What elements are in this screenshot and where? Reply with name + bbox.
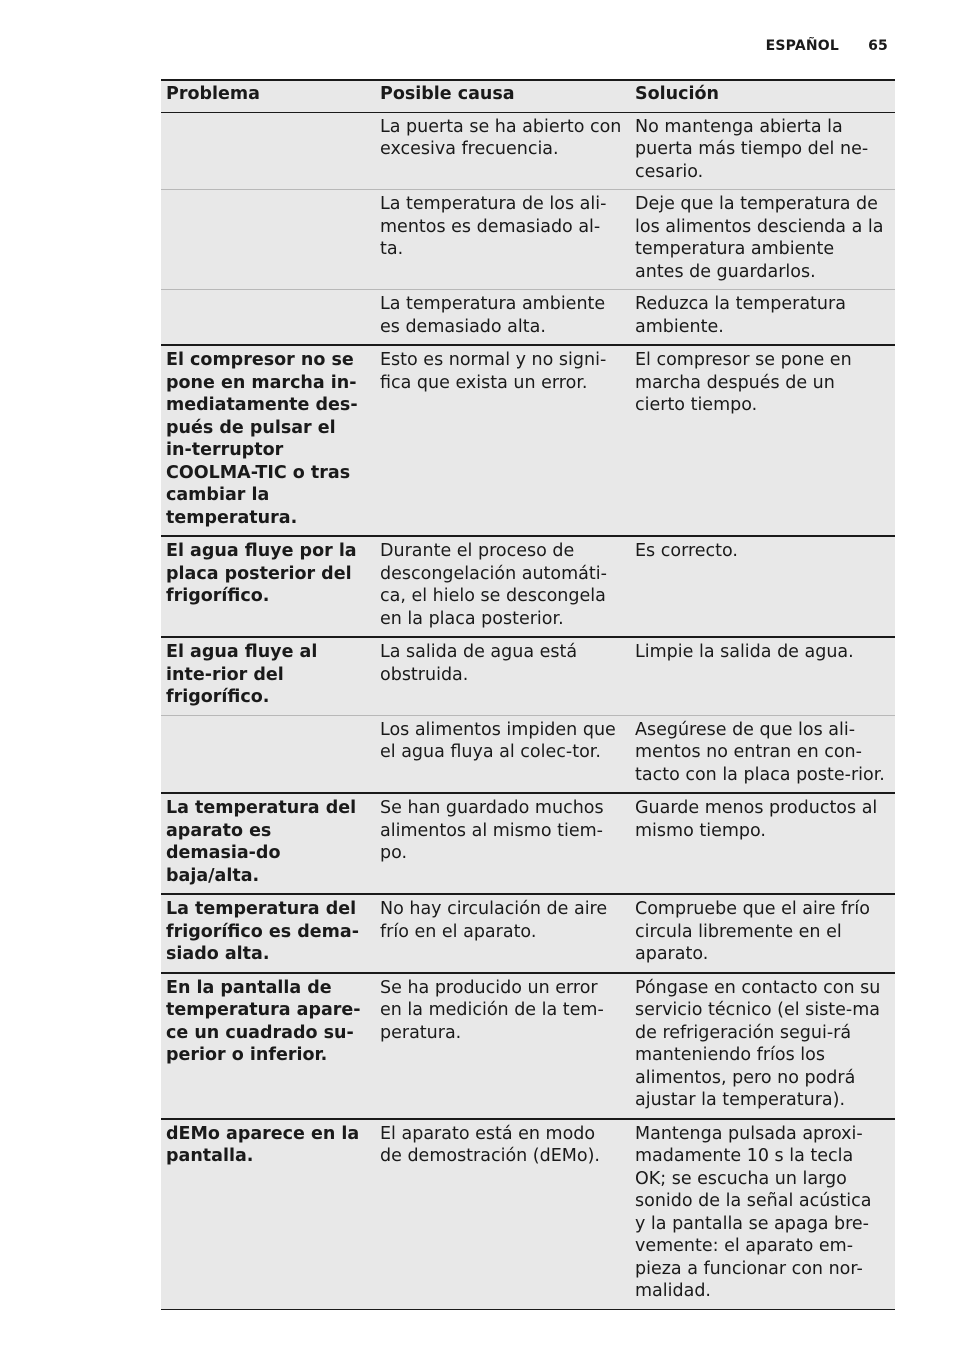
page-number: 65 (868, 38, 888, 54)
table-row (161, 1119, 895, 1310)
cause-cell: La temperatura de los ali-mentos es demasiado al-ta. (375, 190, 630, 290)
problem-cell: La temperatura del aparato es demasia-do baja/alta. (161, 793, 375, 894)
solution-cell: El compresor se pone en marcha después de un cierto tiempo. (630, 345, 895, 536)
solution-cell: Compruebe que el aire frío circula libremente en el aparato. (630, 894, 895, 973)
problem-cell: dEMo aparece en la pantalla. (161, 1119, 375, 1310)
language-label: ESPAÑOL (765, 38, 840, 54)
cause-cell: Se ha producido un error en la medición de la tem-peratura. (375, 973, 630, 1119)
table-row (161, 345, 895, 536)
solution-cell: Guarde menos productos al mismo tiempo. (630, 793, 895, 894)
cause-cell: El aparato está en modo de demostración (dEMo). (375, 1119, 630, 1310)
solution-cell: Limpie la salida de agua. (630, 637, 895, 715)
cause-cell: Se han guardado muchos alimentos al mismo tiem-po. (375, 793, 630, 894)
table-row (161, 793, 895, 894)
problem-cell (161, 112, 375, 190)
solution-cell: Asegúrese de que los ali-mentos no entran en con-tacto con la placa poste-rior. (630, 715, 895, 793)
problem-cell (161, 190, 375, 290)
cause-cell: La temperatura ambiente es demasiado alta. (375, 290, 630, 346)
table-row (161, 536, 895, 637)
problem-cell: El agua fluye por la placa posterior del frigorífico. (161, 536, 375, 637)
solution-cell: Póngase en contacto con su servicio técnico (el siste-ma de refrigeración segui-rá manteniendo fríos los alimentos, pero no podrá ajustar la temperatura). (630, 973, 895, 1119)
cause-cell: Durante el proceso de descongelación automáti-ca, el hielo se descongela en la placa posterior. (375, 536, 630, 637)
header-problem: Problema (161, 80, 375, 112)
header-cause: Posible causa (375, 80, 630, 112)
page-header (766, 38, 888, 54)
table-row (161, 894, 895, 973)
problem-cell: En la pantalla de temperatura apare-ce un cuadrado su-perior o inferior. (161, 973, 375, 1119)
problem-cell (161, 715, 375, 793)
table-row (161, 112, 895, 190)
table-row (161, 290, 895, 346)
solution-cell: Es correcto. (630, 536, 895, 637)
problem-cell: La temperatura del frigorífico es dema-siado alta. (161, 894, 375, 973)
cause-cell: Esto es normal y no signi-fica que exista un error. (375, 345, 630, 536)
cause-cell: Los alimentos impiden que el agua fluya al colec-tor. (375, 715, 630, 793)
cause-cell: La salida de agua está obstruida. (375, 637, 630, 715)
problem-cell: El compresor no se pone en marcha in-mediatamente des-pués de pulsar el in-terruptor COOLMA-TIC o tras cambiar la temperatura. (161, 345, 375, 536)
table-header-row (161, 80, 895, 112)
solution-cell: Reduzca la temperatura ambiente. (630, 290, 895, 346)
solution-cell: Deje que la temperatura de los alimentos descienda a la temperatura ambiente antes de guardarlos. (630, 190, 895, 290)
problem-cell (161, 290, 375, 346)
table-row (161, 190, 895, 290)
cause-cell: No hay circulación de aire frío en el aparato. (375, 894, 630, 973)
troubleshooting-table (161, 79, 895, 1310)
cause-cell: La puerta se ha abierto con excesiva frecuencia. (375, 112, 630, 190)
solution-cell: Mantenga pulsada aproxi-madamente 10 s la tecla OK; se escucha un largo sonido de la señal acústica y la pantalla se apaga bre-vemente: el aparato em-pieza a funcionar con nor-malidad. (630, 1119, 895, 1310)
solution-cell: No mantenga abierta la puerta más tiempo del ne-cesario. (630, 112, 895, 190)
table-row (161, 715, 895, 793)
table-row (161, 973, 895, 1119)
header-solution: Solución (630, 80, 895, 112)
table-row (161, 637, 895, 715)
problem-cell: El agua fluye al inte-rior del frigorífico. (161, 637, 375, 715)
